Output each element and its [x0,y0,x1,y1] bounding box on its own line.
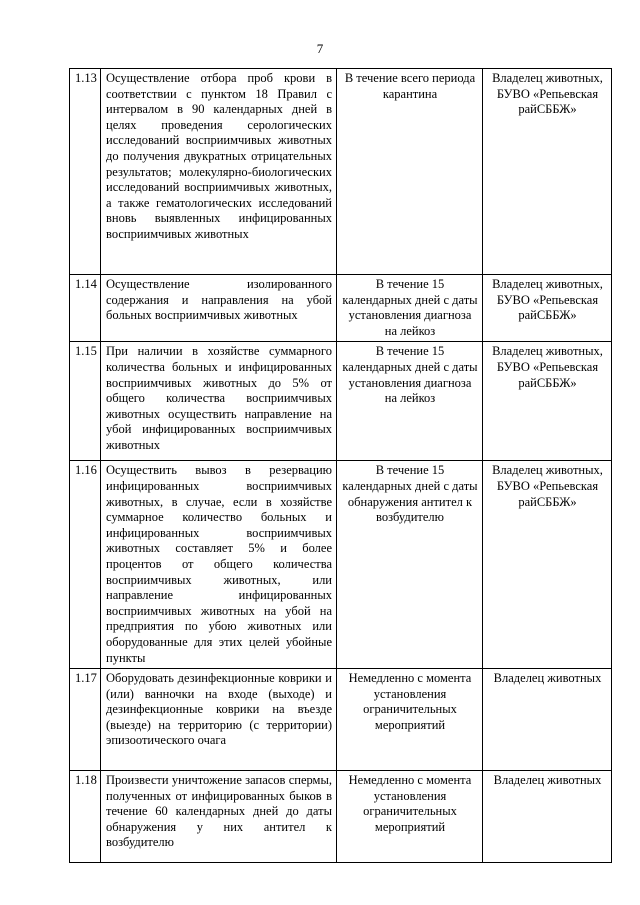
row-action: Произвести уничтожение запасов спермы, полученных от инфицированных быков в течение 60 календарных дней до даты обнаружения у них антител к возбудителю [101,771,337,863]
row-responsible: Владелец животных, БУВО «Репьевская райСББЖ» [483,69,612,275]
page-number: 7 [316,41,324,56]
row-action: Оборудовать дезинфекционные коврики и (или) ванночки на входе (выходе) и дезинфекционные коврики на въезде (выезде) на территорию (с территории) эпизоотического очага [101,669,337,771]
table-row [70,461,612,669]
row-number: 1.17 [70,669,101,771]
row-term: В течение 15 календарных дней с даты обнаружения антител к возбудителю [337,461,483,669]
row-term: В течение 15 календарных дней с даты установления диагноза на лейкоз [337,342,483,461]
row-action: При наличии в хозяйстве суммарного количества больных и инфицированных восприимчивых животных до 5% от общего количества восприимчивых животных осуществить направление на убой инфицированных восприимчивых животных [101,342,337,461]
row-term: Немедленно с момента установления ограничительных мероприятий [337,771,483,863]
row-term: В течение всего периода карантина [337,69,483,275]
table-row [70,342,612,461]
row-number: 1.18 [70,771,101,863]
row-number: 1.16 [70,461,101,669]
table-row [70,69,612,275]
table-row [70,669,612,771]
row-term: В течение 15 календарных дней с даты установления диагноза на лейкоз [337,275,483,342]
table-row [70,275,612,342]
row-action: Осуществление изолированного содержания и направления на убой больных восприимчивых животных [101,275,337,342]
row-responsible: Владелец животных, БУВО «Репьевская райСББЖ» [483,461,612,669]
measures-table [69,68,612,863]
row-number: 1.15 [70,342,101,461]
row-responsible: Владелец животных [483,669,612,771]
row-action: Осуществление отбора проб крови в соответствии с пунктом 18 Правил с интервалом в 90 календарных дней в целях проведения серологических исследований восприимчивых животных до получения двукратных отрицательных результатов; молекулярно-биологических исследований восприимчивых животных, а также гематологических исследований вновь выявленных инфицированных восприимчивых животных [101,69,337,275]
table-row [70,771,612,863]
row-number: 1.14 [70,275,101,342]
row-responsible: Владелец животных, БУВО «Репьевская райСББЖ» [483,342,612,461]
row-responsible: Владелец животных, БУВО «Репьевская райСББЖ» [483,275,612,342]
row-number: 1.13 [70,69,101,275]
row-responsible: Владелец животных [483,771,612,863]
row-term: Немедленно с момента установления ограничительных мероприятий [337,669,483,771]
row-action: Осуществить вывоз в резервацию инфицированных восприимчивых животных, в случае, если в хозяйстве суммарное количество больных и инфицированных восприимчивых животных составляет 5% и более процентов от общего количества восприимчивых животных, или направление инфицированных восприимчивых животных на убой на предприятия по убою животных или оборудованные для этих целей убойные пункты [101,461,337,669]
